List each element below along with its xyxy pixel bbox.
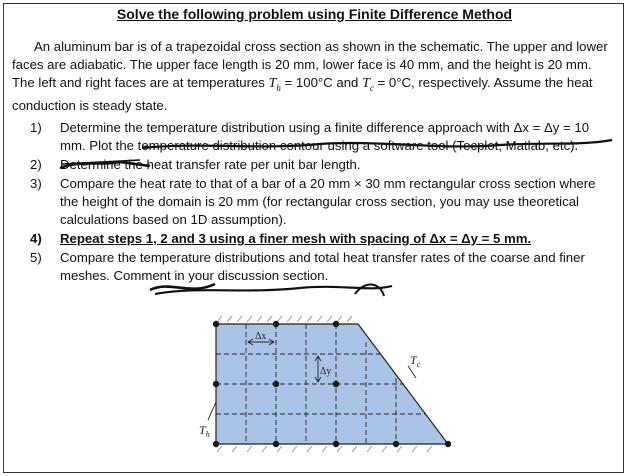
- th-label: $T_h$: [199, 423, 210, 439]
- task-item-2: 2) Determine the heat transfer rate per unit bar length.: [30, 157, 361, 172]
- tc-symbol: $T_c$: [362, 76, 374, 93]
- tc-value: = 0°C: [373, 75, 412, 90]
- tc-leader-line: [408, 366, 416, 378]
- th-value: = 100°C: [280, 75, 333, 90]
- problem-statement: An aluminum bar is of a trapezoidal cross section as shown in the schematic. The upper and lower faces are adiabatic. The upper face length is 20 mm, lower face is 40 mm, and the height is 20 mm. The left and right faces are at temperatures $T_h = 100^\circ C$ and $T_c = 0^\circ C$, respectively. Assume the heat conduction is steady state.: [12, 39, 608, 113]
- dy-label: Δy: [320, 366, 332, 377]
- intro-text: An aluminum bar is of a trapezoidal cross section as shown in the schematic. The upper and lower faces are adiabatic. The upper face length is 20 mm, lower face is 40 mm, and the height is 20 mm. The left and right faces are at temperatures: [12, 39, 608, 90]
- adiabatic-top-hatch: [217, 316, 352, 322]
- task-item-1: 1) Determine the temperature distribution using a finite difference approach with Δx = Δy = 10 mm. Plot the temperature distribution contour using a software tool (Tecplot, Matlab, etc).: [30, 120, 590, 153]
- task-list: [30, 119, 615, 286]
- task-item-3: 3) Compare the heat rate to that of a bar of a 20 mm × 30 mm rectangular cross section where the height of the domain is 20 mm (for rectangular cross section, you may use theoretical calculations based on 1D assumption).: [30, 176, 596, 227]
- outro-text: , respectively. Assume the heat conduction is steady state.: [12, 75, 593, 113]
- adiabatic-bottom-hatch: [217, 446, 432, 452]
- th-symbol: $T_h$: [268, 76, 281, 93]
- tc-label: $T_c$: [410, 353, 421, 369]
- page-title: Solve the following problem using Finite Difference Method: [116, 6, 513, 22]
- schematic-figure: [172, 302, 472, 472]
- task-item-4: 4) Repeat steps 1, 2 and 3 using a finer mesh with spacing of Δx = Δy = 5 mm.: [30, 231, 532, 246]
- task-item-5: 5) Compare the temperature distributions and total heat transfer rates of the coarse and finer meshes. Comment in your discussion section.: [30, 250, 585, 283]
- dx-label: Δx: [255, 331, 267, 342]
- th-leader-line: [208, 402, 216, 420]
